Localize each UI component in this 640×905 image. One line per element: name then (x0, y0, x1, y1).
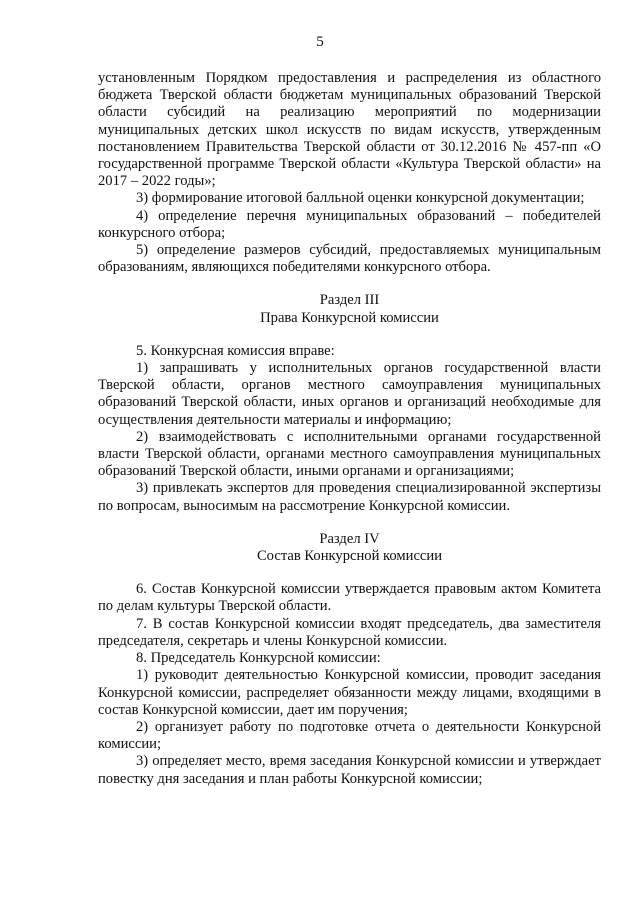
section-heading-number: Раздел III (319, 292, 380, 309)
paragraph: 7. В состав Конкурсной комиссии входят председатель, два заместителя председателя, секретарь и члены Конкурсной комиссии. (98, 615, 601, 649)
section-heading-number: Раздел IV (319, 530, 380, 547)
section-heading-title: Права Конкурсной комиссии (260, 309, 439, 326)
page-number: 5 (316, 34, 324, 50)
paragraph: установленным Порядком предоставления и распределения из областного бюджета Тверской области бюджетам муниципальных образований Тверской области субсидий на реализацию мероприятий по модернизации муниципальных детских школ искусств по видам искусств, утвержденным постановлением Правительства Тверской области от 30.12.2016 № 457-пп «О государственной программе Тверской области «Культура Тверской области» на 2017 – 2022 годы»; (98, 70, 601, 190)
paragraph: 3) формирование итоговой балльной оценки конкурсной документации; (136, 190, 585, 207)
paragraph: 3) определяет место, время заседания Конкурсной комиссии и утверждает повестку дня заседания и план работы Конкурсной комиссии; (98, 753, 601, 787)
paragraph: 8. Председатель Конкурсной комиссии: (136, 650, 381, 667)
section-heading-title: Состав Конкурсной комиссии (256, 548, 443, 565)
paragraph: 5. Конкурсная комиссия вправе: (136, 342, 335, 359)
paragraph: 1) руководит деятельностью Конкурсной комиссии, проводит заседания Конкурсной комиссии, распределяет обязанности между лицами, входящими в состав Конкурсной комиссии, дает им поручения; (98, 667, 601, 718)
paragraph: 3) привлекать экспертов для проведения специализированной экспертизы по вопросам, выносимым на рассмотрение Конкурсной комиссии. (98, 480, 601, 514)
paragraph: 6. Состав Конкурсной комиссии утверждается правовым актом Комитета по делам культуры Тверской области. (98, 581, 601, 615)
document-body (98, 70, 601, 788)
paragraph: 2) организует работу по подготовке отчета о деятельности Конкурсной комиссии; (98, 718, 601, 753)
paragraph: 4) определение перечня муниципальных образований – победителей конкурсного отбора; (98, 207, 601, 241)
paragraph: 1) запрашивать у исполнительных органов государственной власти Тверской области, органов местного самоуправления муниципальных образований Тверской области, иных органов и организаций необходимые для осуществления деятельности материалы и информацию; (98, 360, 601, 428)
paragraph: 5) определение размеров субсидий, предоставляемых муниципальным образованиям, являющихся победителями конкурсного отбора. (98, 242, 601, 276)
paragraph: 2) взаимодействовать с исполнительными органами государственной власти Тверской области, органами местного самоуправления муниципальных образований Тверской области, иными органами и организациями; (98, 428, 601, 480)
